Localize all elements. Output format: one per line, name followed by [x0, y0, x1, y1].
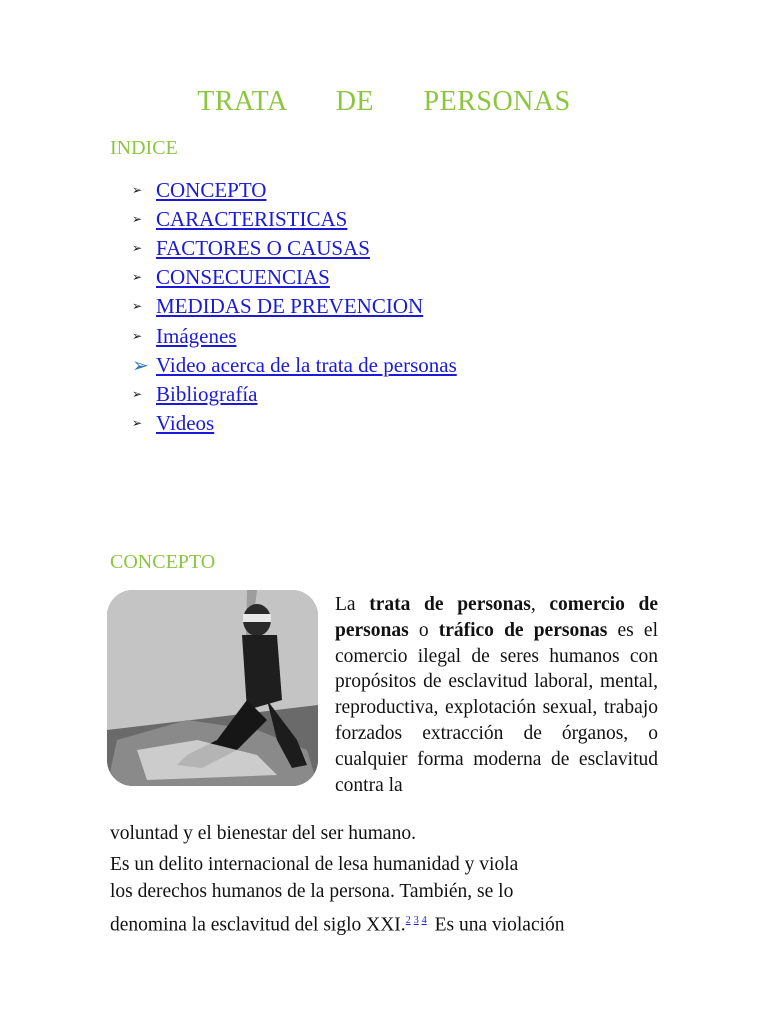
concept-paragraph-tail: voluntad y el bienestar del ser humano.	[110, 823, 416, 844]
toc-item-bibliografia	[132, 380, 457, 409]
arrow-bullet-icon: ➢	[132, 386, 143, 401]
text-run: denomina la esclavitud del siglo XXI.	[110, 914, 406, 936]
table-of-contents	[132, 176, 457, 438]
toc-item-factores	[132, 234, 457, 263]
toc-item-concepto	[132, 176, 457, 205]
toc-item-video	[132, 351, 457, 380]
reference-link[interactable]: 4	[421, 915, 427, 926]
toc-item-imagenes	[132, 321, 457, 350]
toc-item-caracteristicas	[132, 205, 457, 234]
toc-link-concepto[interactable]: CONCEPTO	[156, 178, 267, 203]
concept-paragraph-2	[110, 851, 670, 939]
concept-photo	[107, 590, 318, 786]
arrow-bullet-icon: ➢	[132, 415, 143, 430]
page-title: TRATA DE PERSONAS	[197, 86, 571, 117]
arrow-bullet-icon: ➢	[132, 328, 143, 343]
concepto-heading: CONCEPTO	[110, 551, 216, 573]
term-trata: trata de personas	[369, 594, 531, 615]
reference-link[interactable]: 3	[413, 915, 419, 926]
photo-illustration	[107, 590, 318, 786]
toc-link-bibliografia[interactable]: Bibliografía	[156, 381, 258, 406]
arrow-bullet-icon: ➢	[132, 299, 143, 314]
toc-link-caracteristicas[interactable]: CARACTERISTICAS	[156, 207, 348, 232]
concept-paragraph	[335, 592, 658, 798]
text-run: La	[335, 594, 370, 615]
text-run: es el comercio ilegal de seres humanos con propósitos de esclavitud laboral, mental, reproductiva, explotación sexual, trabajo forzados extracción de órganos, o cualquier forma moderna de esclavitud contra la	[335, 619, 658, 796]
reference-link[interactable]: 2	[405, 915, 411, 926]
toc-link-video[interactable]: Video acerca de la trata de personas	[156, 352, 457, 377]
toc-link-factores[interactable]: FACTORES O CAUSAS	[156, 236, 370, 261]
paragraph-line	[110, 905, 670, 939]
paragraph-line: los derechos humanos de la persona. También, se lo	[110, 881, 514, 902]
arrow-bullet-icon: ➢	[132, 241, 143, 256]
toc-link-consecuencias[interactable]: CONSECUENCIAS	[156, 265, 330, 290]
arrow-bullet-icon: ➢	[132, 354, 149, 377]
toc-link-imagenes[interactable]: Imágenes	[156, 323, 237, 348]
toc-link-videos[interactable]: Videos	[156, 410, 215, 435]
arrow-bullet-icon: ➢	[132, 212, 143, 227]
arrow-bullet-icon: ➢	[132, 183, 143, 198]
toc-link-medidas[interactable]: MEDIDAS DE PREVENCION	[156, 294, 424, 319]
toc-item-consecuencias	[132, 263, 457, 292]
paragraph-line: Es un delito internacional de lesa humanidad y viola	[110, 854, 519, 875]
text-run: o	[408, 619, 439, 641]
toc-item-medidas	[132, 292, 457, 321]
index-heading: INDICE	[110, 137, 178, 159]
reference-links	[406, 909, 430, 927]
toc-item-videos	[132, 409, 457, 438]
text-run: Es una violación	[429, 914, 565, 936]
arrow-bullet-icon: ➢	[132, 270, 143, 285]
term-trafico: tráfico de personas	[438, 619, 608, 641]
text-run: ,	[530, 594, 550, 615]
term-comercio: comercio de personas	[335, 594, 658, 641]
